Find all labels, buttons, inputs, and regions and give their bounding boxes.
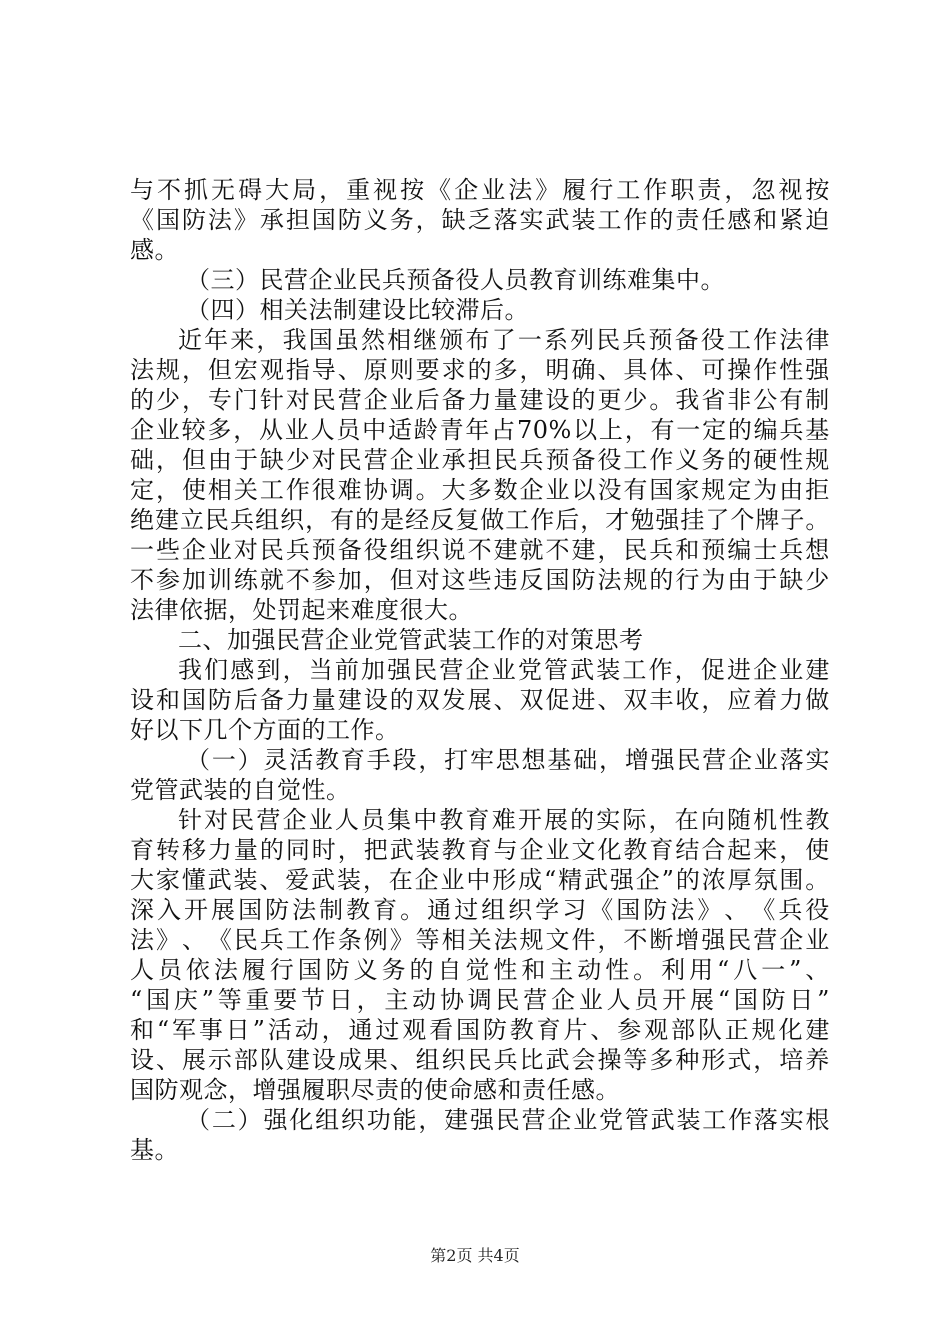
text-line: 人 员 依 法 履 行 国 防 义 务 的 自 觉 性 和 主 动 性 。 利 用 “ 八 一 ” 、 [130,956,830,984]
text-line: 基。 [130,1136,179,1164]
text-line: 不 参 加 训 练 就 不 参 加 ， 但 对 这 些 违 反 国 防 法 规 的 行 为 由 于 缺 少 [130,566,830,594]
text-line: （ 一 ） 灵 活 教 育 手 段 ， 打 牢 思 想 基 础 ， 增 强 民 营 企 业 落 实 [186,746,830,774]
text-line: 和 “ 军 事 日 ” 活 动 ， 通 过 观 看 国 防 教 育 片 、 参 观 部 队 正 规 化 建 [130,1016,830,1044]
text-line: 础 ， 但 由 于 缺 少 对 民 营 企 业 承 担 民 兵 预 备 役 工 作 义 务 的 硬 性 规 [130,446,830,474]
text-line: 好以下几个方面的工作。 [130,716,400,744]
text-line: 企 业 较 多 ， 从 业 人 员 中 适 龄 青 年 占 70% 以 上 ， 有 一 定 的 编 兵 基 [130,416,830,444]
text-line: 我 们 感 到 ， 当 前 加 强 民 营 企 业 党 管 武 装 工 作 ， 促 进 企 业 建 [178,656,830,684]
text-line: 与 不 抓 无 碍 大 局 ， 重 视 按 《 企 业 法 》 履 行 工 作 职 责 ， 忽 视 按 [130,176,830,204]
text-line: 深 入 开 展 国 防 法 制 教 育 。 通 过 组 织 学 习 《 国 防 法 》 、 《 兵 役 [130,896,830,924]
text-line: （四）相关法制建设比较滞后。 [186,296,529,324]
text-line: 法 》 、 《 民 兵 工 作 条 例 》 等 相 关 法 规 文 件 ， 不 断 增 强 民 营 企 业 [130,926,830,954]
text-line: （三）民营企业民兵预备役人员教育训练难集中。 [186,266,725,294]
text-line: 育 转 移 力 量 的 同 时 ， 把 武 装 教 育 与 企 业 文 化 教 育 结 合 起 来 ， 使 [130,836,830,864]
text-line: 的 少 ， 专 门 针 对 民 营 企 业 后 备 力 量 建 设 的 更 少 。 我 省 非 公 有 制 [130,386,830,414]
text-line: （ 二 ） 强 化 组 织 功 能 ， 建 强 民 营 企 业 党 管 武 装 工 作 落 实 根 [186,1106,830,1134]
text-line: 感。 [130,236,179,264]
text-line: 大 家 懂 武 装 、 爱 武 装 ， 在 企 业 中 形 成 “ 精 武 强 企 ” 的 浓 厚 氛 围 。 [130,866,830,894]
text-line: 二、加强民营企业党管武装工作的对策思考 [178,626,644,654]
text-line: 定 ， 使 相 关 工 作 很 难 协 调 。 大 多 数 企 业 以 没 有 国 家 规 定 为 由 拒 [130,476,830,504]
text-line: 设 和 国 防 后 备 力 量 建 设 的 双 发 展 、 双 促 进 、 双 丰 收 ， 应 着 力 做 [130,686,830,714]
text-line: 绝 建 立 民 兵 组 织 ， 有 的 是 经 反 复 做 工 作 后 ， 才 勉 强 挂 了 个 牌 子 。 [130,506,830,534]
text-line: 法律依据，处罚起来难度很大。 [130,596,473,624]
text-line: 法 规 ， 但 宏 观 指 导 、 原 则 要 求 的 多 ， 明 确 、 具 体 、 可 操 作 性 强 [130,356,830,384]
text-line: 《 国 防 法 》 承 担 国 防 义 务 ， 缺 乏 落 实 武 装 工 作 的 责 任 感 和 紧 迫 [130,206,830,234]
text-line: “ 国 庆 ” 等 重 要 节 日 ， 主 动 协 调 民 营 企 业 人 员 开 展 “ 国 防 日 ” [130,986,830,1014]
page-footer: 第2页 共4页 [430,1246,520,1265]
text-line: 一 些 企 业 对 民 兵 预 备 役 组 织 说 不 建 就 不 建 ， 民 兵 和 预 编 士 兵 想 [130,536,830,564]
text-line: 国防观念，增强履职尽责的使命感和责任感。 [130,1076,620,1104]
text-line: 近 年 来 ， 我 国 虽 然 相 继 颁 布 了 一 系 列 民 兵 预 备 役 工 作 法 律 [178,326,830,354]
text-line: 设 、 展 示 部 队 建 设 成 果 、 组 织 民 兵 比 武 会 操 等 多 种 形 式 ， 培 养 [130,1046,830,1074]
text-line: 针 对 民 营 企 业 人 员 集 中 教 育 难 开 展 的 实 际 ， 在 向 随 机 性 教 [178,806,830,834]
body-text [130,175,830,1165]
text-line: 党管武装的自觉性。 [130,776,351,804]
